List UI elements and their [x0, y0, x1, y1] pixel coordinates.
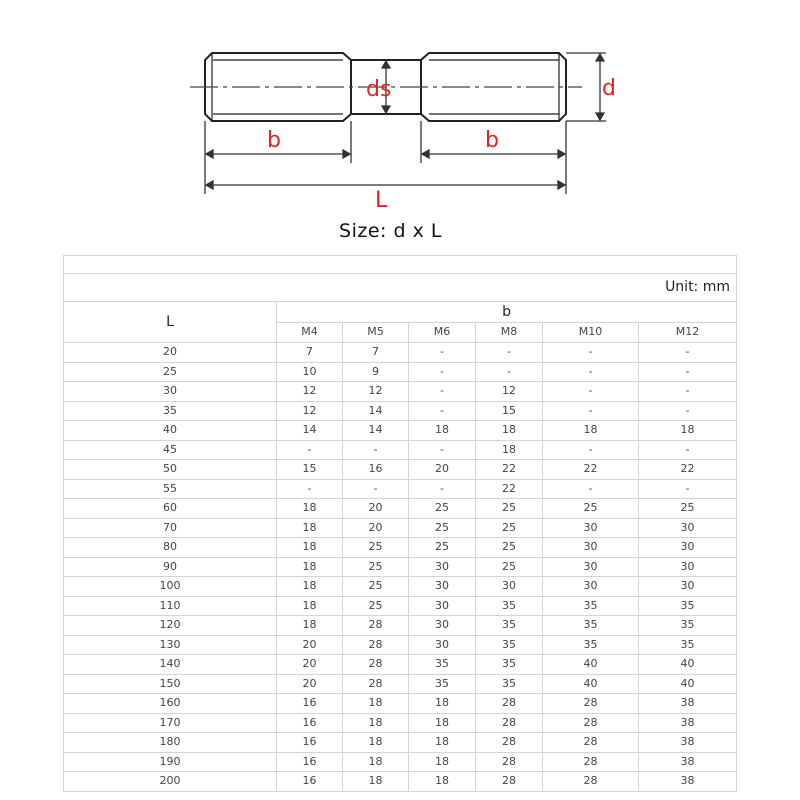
b-value-cell: 30 [543, 557, 639, 577]
b-value-cell: 16 [277, 772, 343, 792]
length-cell: 90 [64, 557, 277, 577]
b-value-cell: 20 [409, 460, 476, 480]
length-cell: 170 [64, 713, 277, 733]
size-header: M8 [476, 323, 543, 343]
label-ds: ds [366, 77, 392, 102]
b-value-cell: - [476, 343, 543, 363]
b-value-cell: 25 [343, 577, 409, 597]
b-value-cell: 18 [277, 616, 343, 636]
table-row [64, 538, 737, 558]
length-cell: 110 [64, 596, 277, 616]
b-value-cell: 28 [543, 694, 639, 714]
b-value-cell: 30 [543, 538, 639, 558]
b-value-cell: - [543, 343, 639, 363]
length-cell: 80 [64, 538, 277, 558]
length-cell: 180 [64, 733, 277, 753]
b-value-cell: 30 [639, 518, 737, 538]
length-cell: 30 [64, 382, 277, 402]
table-row [64, 382, 737, 402]
length-cell: 150 [64, 674, 277, 694]
b-value-cell: - [543, 401, 639, 421]
b-value-cell: 30 [409, 596, 476, 616]
b-value-cell: 20 [343, 518, 409, 538]
b-value-cell: 38 [639, 694, 737, 714]
b-value-cell: 22 [476, 460, 543, 480]
length-cell: 20 [64, 343, 277, 363]
b-value-cell: 16 [277, 713, 343, 733]
b-value-cell: - [639, 479, 737, 499]
table-row [64, 655, 737, 675]
b-value-cell: 30 [476, 577, 543, 597]
b-value-cell: 25 [409, 518, 476, 538]
table-row [64, 577, 737, 597]
b-value-cell: 35 [639, 635, 737, 655]
label-L: L [375, 188, 388, 213]
size-caption: Size: d x L [339, 220, 442, 242]
b-value-cell: 16 [277, 733, 343, 753]
b-value-cell: 25 [476, 538, 543, 558]
b-value-cell: 25 [409, 499, 476, 519]
b-value-cell: - [639, 343, 737, 363]
table-body [64, 343, 737, 792]
b-value-cell: 28 [543, 772, 639, 792]
b-value-cell: 16 [277, 694, 343, 714]
b-value-cell: 35 [476, 635, 543, 655]
b-value-cell: 28 [343, 674, 409, 694]
b-value-cell: 15 [476, 401, 543, 421]
unit-label: Unit: mm [64, 274, 737, 302]
b-value-cell: 28 [476, 694, 543, 714]
length-cell: 100 [64, 577, 277, 597]
b-value-cell: 28 [476, 733, 543, 753]
b-value-cell: 28 [343, 616, 409, 636]
b-value-cell: 20 [277, 655, 343, 675]
b-value-cell: 28 [476, 713, 543, 733]
size-header: M12 [639, 323, 737, 343]
b-value-cell: 25 [543, 499, 639, 519]
b-value-cell: 16 [277, 752, 343, 772]
length-cell: 35 [64, 401, 277, 421]
length-cell: 55 [64, 479, 277, 499]
b-value-cell: 9 [343, 362, 409, 382]
size-header: M10 [543, 323, 639, 343]
b-value-cell: 25 [343, 557, 409, 577]
table-row [64, 518, 737, 538]
b-value-cell: 30 [409, 635, 476, 655]
b-value-cell: - [476, 362, 543, 382]
b-value-cell: - [639, 382, 737, 402]
length-cell: 130 [64, 635, 277, 655]
l-column-header: L [64, 302, 277, 343]
b-value-cell: 22 [639, 460, 737, 480]
b-value-cell: 18 [409, 772, 476, 792]
b-value-cell: 18 [277, 499, 343, 519]
b-column-header: b [277, 302, 737, 323]
length-cell: 45 [64, 440, 277, 460]
b-value-cell: 25 [343, 538, 409, 558]
b-value-cell: 18 [476, 421, 543, 441]
b-value-cell: - [277, 479, 343, 499]
b-value-cell: 28 [476, 752, 543, 772]
b-value-cell: - [409, 401, 476, 421]
b-header-row [64, 302, 737, 323]
table-row [64, 713, 737, 733]
b-value-cell: - [639, 401, 737, 421]
b-value-cell: - [409, 343, 476, 363]
size-header: M4 [277, 323, 343, 343]
b-value-cell: 20 [343, 499, 409, 519]
b-value-cell: 18 [343, 694, 409, 714]
b-value-cell: 18 [277, 557, 343, 577]
table-row [64, 752, 737, 772]
b-value-cell: 18 [343, 772, 409, 792]
b-value-cell: - [343, 479, 409, 499]
b-value-cell: 35 [476, 655, 543, 675]
b-value-cell: 35 [639, 596, 737, 616]
b-value-cell: 7 [277, 343, 343, 363]
b-value-cell: 35 [476, 674, 543, 694]
b-value-cell: 35 [409, 674, 476, 694]
b-value-cell: 15 [277, 460, 343, 480]
b-value-cell: 40 [543, 674, 639, 694]
length-cell: 40 [64, 421, 277, 441]
b-value-cell: 25 [639, 499, 737, 519]
stud-bolt-diagram [0, 0, 800, 215]
b-value-cell: 12 [277, 401, 343, 421]
b-value-cell: 28 [343, 655, 409, 675]
table-row [64, 772, 737, 792]
b-value-cell: - [409, 479, 476, 499]
b-value-cell: 35 [543, 596, 639, 616]
b-value-cell: 30 [543, 577, 639, 597]
length-cell: 200 [64, 772, 277, 792]
b-value-cell: 28 [476, 772, 543, 792]
b-value-cell: 35 [409, 655, 476, 675]
table-row [64, 401, 737, 421]
b-value-cell: - [277, 440, 343, 460]
table-row [64, 635, 737, 655]
b-value-cell: - [543, 362, 639, 382]
b-value-cell: 18 [277, 518, 343, 538]
b-value-cell: 35 [543, 616, 639, 636]
b-value-cell: 30 [639, 557, 737, 577]
b-value-cell: 14 [343, 421, 409, 441]
b-value-cell: 28 [543, 752, 639, 772]
b-value-cell: 30 [639, 538, 737, 558]
table-row [64, 362, 737, 382]
table-row [64, 733, 737, 753]
b-value-cell: 20 [277, 674, 343, 694]
b-value-cell: 22 [476, 479, 543, 499]
b-value-cell: 18 [277, 577, 343, 597]
blank-row [64, 256, 737, 274]
b-value-cell: 30 [639, 577, 737, 597]
b-value-cell: 18 [476, 440, 543, 460]
b-value-cell: 18 [409, 421, 476, 441]
label-b-left: b [267, 128, 281, 153]
b-value-cell: 18 [343, 752, 409, 772]
b-value-cell: - [409, 440, 476, 460]
length-cell: 25 [64, 362, 277, 382]
table-row [64, 557, 737, 577]
b-value-cell: 40 [543, 655, 639, 675]
length-cell: 120 [64, 616, 277, 636]
b-value-cell: 25 [409, 538, 476, 558]
b-value-cell: 28 [543, 733, 639, 753]
b-value-cell: 30 [543, 518, 639, 538]
b-value-cell: 18 [343, 713, 409, 733]
b-value-cell: 25 [343, 596, 409, 616]
b-value-cell: 18 [639, 421, 737, 441]
table-row [64, 421, 737, 441]
b-value-cell: 18 [343, 733, 409, 753]
table-row [64, 440, 737, 460]
b-value-cell: 18 [409, 713, 476, 733]
b-value-cell: 25 [476, 518, 543, 538]
label-b-right: b [485, 128, 499, 153]
table-row [64, 616, 737, 636]
b-value-cell: - [543, 479, 639, 499]
b-value-cell: 12 [277, 382, 343, 402]
b-value-cell: 12 [343, 382, 409, 402]
b-value-cell: - [343, 440, 409, 460]
b-value-cell: 14 [343, 401, 409, 421]
b-value-cell: 30 [409, 557, 476, 577]
length-cell: 190 [64, 752, 277, 772]
table-row [64, 674, 737, 694]
length-cell: 50 [64, 460, 277, 480]
b-value-cell: 10 [277, 362, 343, 382]
b-value-cell: - [409, 362, 476, 382]
b-value-cell: 40 [639, 655, 737, 675]
table-row [64, 694, 737, 714]
unit-row [64, 274, 737, 302]
table-row [64, 479, 737, 499]
b-value-cell: 30 [409, 577, 476, 597]
b-value-cell: 25 [476, 499, 543, 519]
b-value-cell: 18 [277, 596, 343, 616]
b-value-cell: 40 [639, 674, 737, 694]
b-value-cell: 18 [543, 421, 639, 441]
b-value-cell: 25 [476, 557, 543, 577]
b-value-cell: 38 [639, 752, 737, 772]
b-value-cell: 14 [277, 421, 343, 441]
table-row [64, 343, 737, 363]
size-header: M6 [409, 323, 476, 343]
table-row [64, 499, 737, 519]
b-value-cell: 12 [476, 382, 543, 402]
b-value-cell: - [543, 382, 639, 402]
b-value-cell: - [543, 440, 639, 460]
b-value-cell: - [409, 382, 476, 402]
b-value-cell: 20 [277, 635, 343, 655]
length-cell: 140 [64, 655, 277, 675]
b-value-cell: 35 [543, 635, 639, 655]
b-value-cell: 35 [639, 616, 737, 636]
b-value-cell: 18 [409, 752, 476, 772]
b-value-cell: 38 [639, 713, 737, 733]
label-d: d [602, 76, 616, 101]
length-cell: 60 [64, 499, 277, 519]
table-row [64, 596, 737, 616]
b-value-cell: 38 [639, 733, 737, 753]
b-value-cell: 28 [543, 713, 639, 733]
b-value-cell: 16 [343, 460, 409, 480]
b-value-cell: 38 [639, 772, 737, 792]
b-value-cell: 35 [476, 616, 543, 636]
spec-table [63, 255, 737, 792]
b-value-cell: 30 [409, 616, 476, 636]
b-value-cell: - [639, 440, 737, 460]
b-value-cell: 35 [476, 596, 543, 616]
b-value-cell: - [639, 362, 737, 382]
size-header: M5 [343, 323, 409, 343]
b-value-cell: 22 [543, 460, 639, 480]
length-cell: 70 [64, 518, 277, 538]
b-value-cell: 7 [343, 343, 409, 363]
b-value-cell: 18 [409, 733, 476, 753]
b-value-cell: 28 [343, 635, 409, 655]
length-cell: 160 [64, 694, 277, 714]
b-value-cell: 18 [409, 694, 476, 714]
b-value-cell: 18 [277, 538, 343, 558]
table-row [64, 460, 737, 480]
